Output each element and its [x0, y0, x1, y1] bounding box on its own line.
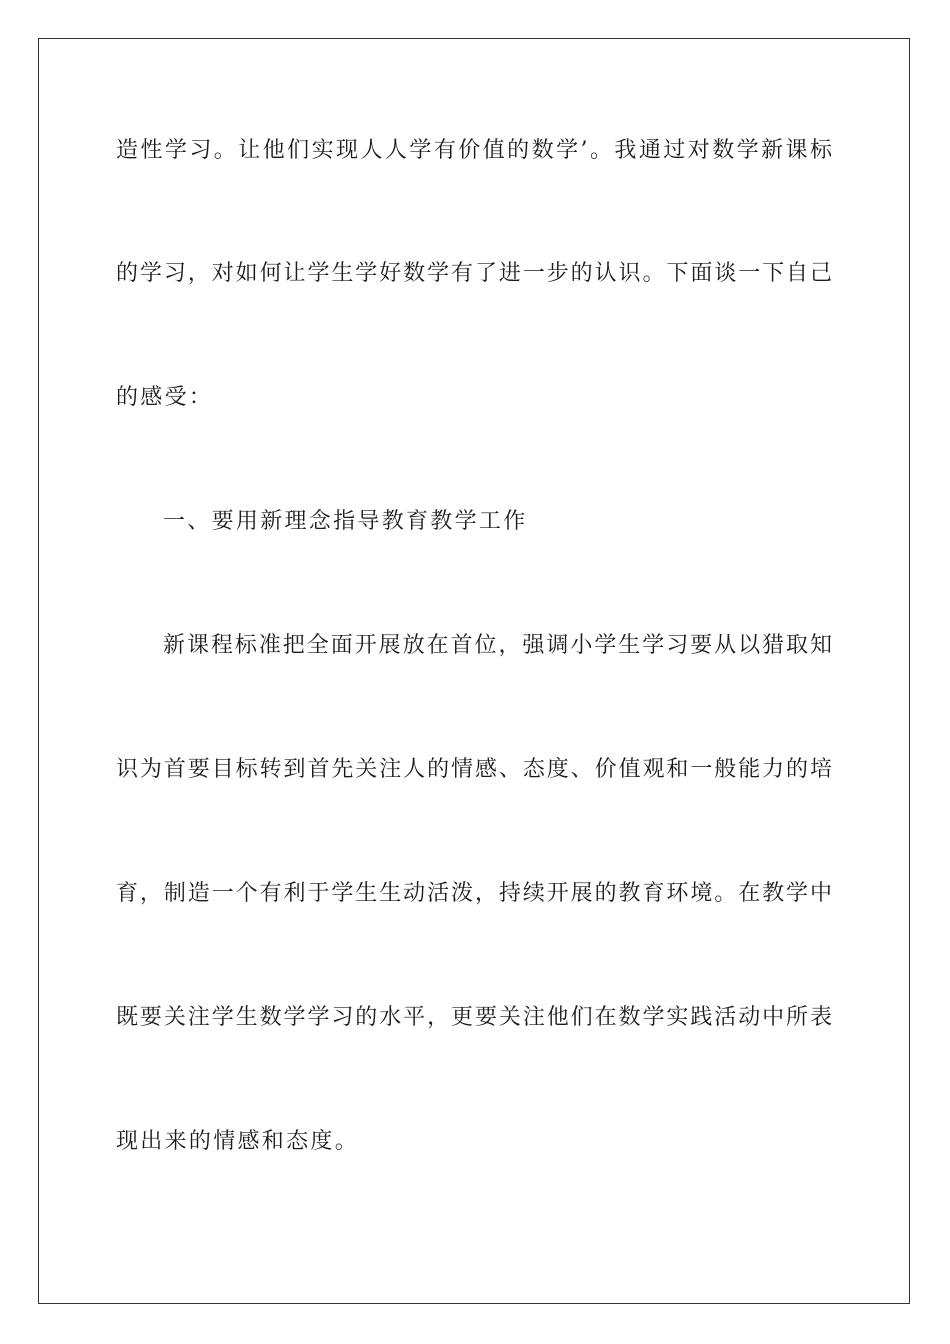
- paragraph-line: 现出来的情感和态度。: [116, 1129, 360, 1154]
- paragraph-line: 识为首要目标转到首先关注人的情感、态度、价值观和一般能力的培: [116, 757, 832, 782]
- paragraph-line: 的学习，对如何让学生学好数学有了进一步的认识。下面谈一下自己: [116, 261, 832, 286]
- page-border: [38, 38, 910, 1304]
- section-heading: 一、要用新理念指导教育教学工作: [163, 509, 528, 534]
- paragraph-line: 新课程标准把全面开展放在首位，强调小学生学习要从以猎取知: [163, 633, 832, 658]
- paragraph-line: 的感受：: [116, 385, 214, 410]
- paragraph-line: 既要关注学生数学学习的水平，更要关注他们在数学实践活动中所表: [116, 1005, 832, 1030]
- paragraph-line: 造性学习。让他们实现人人学有价值的数学’。我通过对数学新课标: [116, 138, 832, 163]
- paragraph-line: 育，制造一个有利于学生生动活泼，持续开展的教育环境。在教学中: [116, 881, 832, 906]
